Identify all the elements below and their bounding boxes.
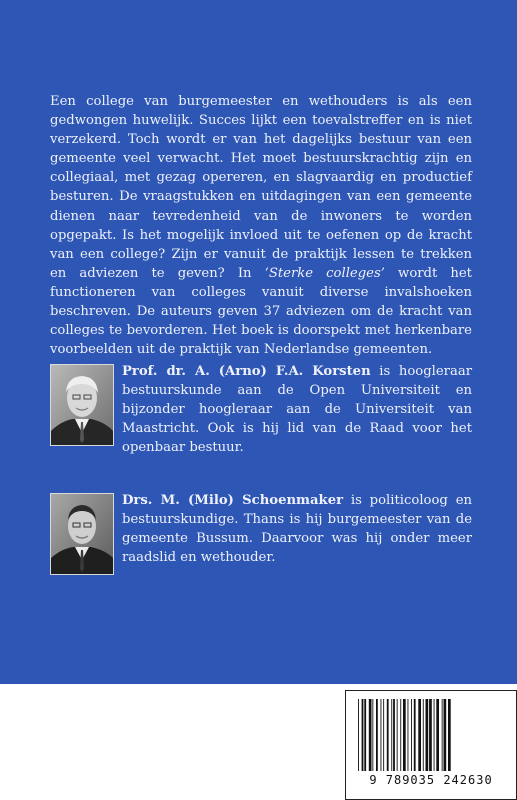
blurb-part-1: Een college van burgemeester en wethouders is als een gedwongen huwelijk. Succes lijkt een toevalstreffer en is niet verzekerd. Toch wordt er van het dagelijks bestuur van een gemeente veel verwacht. Het moet bestuurskrachtig zijn en collegiaal, met gezag opereren, en slagvaardig en productief besturen. De vraagstukken en uitdagingen van een gemeente dienen naar tevredenheid van de inwoners te worden opgepakt. Is het mogelijk invloed uit te oefenen op de kracht van een college? Zijn er vanuit de praktijk lessen te trekken en adviezen te geven? In: [50, 94, 472, 281]
author-photo-schoenmaker: [50, 493, 114, 575]
blurb-paragraph: [50, 92, 472, 359]
author-bio-schoenmaker: [122, 491, 472, 567]
barcode-bars: [356, 699, 506, 771]
blurb-text: [50, 92, 472, 359]
author-name: Drs. M. (Milo) Schoenmaker: [122, 493, 344, 508]
author-bio-korsten: [122, 362, 472, 457]
blurb-part-2: wordt het functioneren van colleges vanuit diverse invalshoeken beschreven. De auteurs geven 37 adviezen om de kracht van colleges te bevorderen. Het boek is doorspekt met herkenbare voorbeelden uit de praktijk van Nederlandse gemeenten.: [50, 265, 472, 358]
author-name: Prof. dr. A. (Arno) F.A. Korsten: [122, 364, 371, 379]
isbn-barcode: [345, 690, 517, 800]
author-description: is hoogleraar bestuurskunde aan de Open Universiteit en bijzonder hoogleraar aan de Universiteit van Maastricht. Ook is hij lid van de Raad voor het openbaar bestuur.: [122, 364, 472, 456]
author-description: is politicoloog en bestuurskundige. Thans is hij burgemeester van de gemeente Bussum. Daarvoor was hij onder meer raadslid en wethouder.: [122, 493, 472, 566]
book-title-italic: ‘Sterke colleges’: [264, 265, 385, 281]
portrait-schoenmaker-image: [51, 494, 113, 574]
author-photo-korsten: [50, 364, 114, 446]
portrait-korsten-image: [51, 365, 113, 445]
isbn-number: 9 789035 242630: [369, 773, 493, 787]
